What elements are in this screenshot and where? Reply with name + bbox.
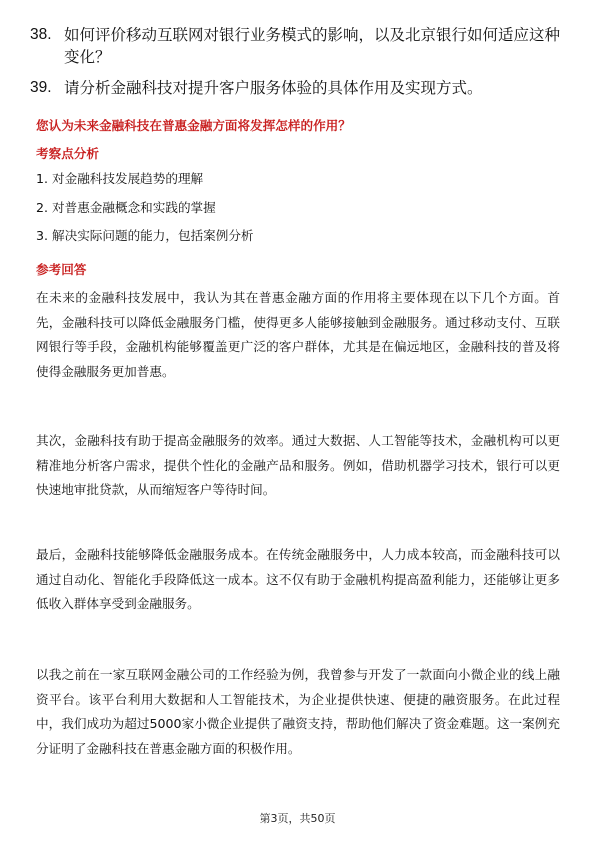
question-text: 如何评价移动互联网对银行业务模式的影响，以及北京银行如何适应这种变化？ <box>64 26 561 66</box>
answer-paragraph: 其次，金融科技有助于提高金融服务的效率。通过大数据、人工智能等技术，金融机构可以更精准地分析客户需求，提供个性化的金融产品和服务。例如，借助机器学习技术，银行可以更快速地审批贷款，从而缩短客户等待时间。 <box>36 433 560 497</box>
answer-paragraph: 最后，金融科技能够降低金融服务成本。在传统金融服务中，人力成本较高，而金融科技可以通过自动化、智能化手段降低这一成本。这不仅有助于金融机构提高盈利能力，还能够让更多低收入群体享受到金融服务。 <box>36 547 560 611</box>
question-number: 38. <box>30 26 52 43</box>
question-number: 39. <box>30 79 52 96</box>
exam-points-list <box>36 170 566 256</box>
answer-paragraph: 以我之前在一家互联网金融公司的工作经验为例，我曾参与开发了一款面向小微企业的线上融资平台。该平台利用大数据和人工智能技术，为企业提供快速、便捷的融资服务。在此过程中，我们成功为超过5000家小微企业提供了融资支持，帮助他们解决了资金难题。这一案例充分证明了金融科技在普惠金融方面的积极作用。 <box>36 667 560 756</box>
list-item: 3. 解决实际问题的能力，包括案例分析 <box>36 228 254 243</box>
question-text: 请分析金融科技对提升客户服务体验的具体作用及实现方式。 <box>64 79 483 97</box>
list-item: 2. 对普惠金融概念和实践的掌握 <box>36 199 216 215</box>
question-item-38 <box>30 24 575 68</box>
current-question-title: 您认为未来金融科技在普惠金融方面将发挥怎样的作用？ <box>36 118 351 133</box>
question-item-39 <box>30 77 575 99</box>
answer-paragraph: 在未来的金融科技发展中，我认为其在普惠金融方面的作用将主要体现在以下几个方面。首先，金融科技可以降低金融服务门槛，使得更多人能够接触到金融服务。通过移动支付、互联网银行等手段，金融机构能够覆盖更广泛的客户群体，尤其是在偏远地区，金融科技的普及将使得金融服务更加普惠。 <box>36 290 560 379</box>
exam-points-heading: 考察点分析 <box>36 146 99 161</box>
list-item: 1. 对金融科技发展趋势的理解 <box>36 171 204 186</box>
page-number-footer: 第3页，共50页 <box>259 812 336 825</box>
reference-answer-heading: 参考回答 <box>36 262 87 277</box>
